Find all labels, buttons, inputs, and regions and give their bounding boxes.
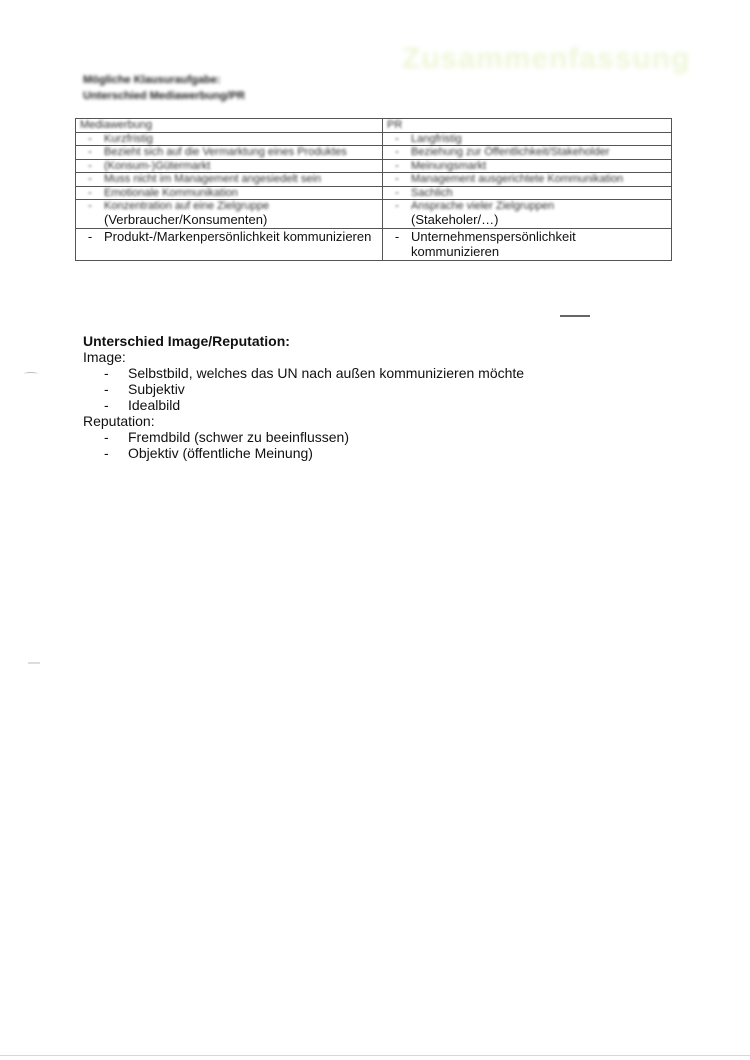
list-item: - Idealbild [104,397,181,413]
table-header-row [76,119,672,133]
exam-heading [83,72,245,104]
image-list [83,365,703,413]
margin-mark [24,372,38,376]
heading-line-1: Mögliche Klausuraufgabe: [83,74,221,86]
list-item: - Selbstbild, welches das UN nach außen kommunizieren möchte [104,365,525,381]
heading-line-2: Unterschied Mediawerbung/PR [83,90,245,102]
cell-left: Bezieht sich auf die Vermarktung eines Produktes [104,146,347,158]
comparison-table [75,118,672,261]
table-row: - Kurzfristig - Langfristig [76,132,672,146]
image-reputation-section [83,333,703,461]
header-mediawerbung: Mediawerbung [76,119,383,133]
header-pr: PR [383,119,672,133]
table-row: - Produkt-/Markenpersönlichkeit kommunizieren - Unternehmenspersönlichkeit kommunizieren [76,228,672,260]
reputation-label: Reputation: [83,413,155,429]
cell-right: Langfristig [411,132,462,145]
pen-mark [560,315,590,317]
table-row: - Muss nicht im Management angesiedelt sein - Management ausgerichtete Kommunikation [76,173,672,187]
table-row: - (Konsum-)Gütermarkt - Meinungsmarkt [76,159,672,173]
cell-right: Meinungsmarkt [411,159,487,172]
image-label: Image: [83,349,126,365]
cell-left-continuation: (Verbraucher/Konsumenten) [104,212,268,227]
scan-edge-line [0,1055,750,1056]
cell-left: Kurzfristig [104,132,153,145]
table-row: - Konzentration auf eine Zielgruppe (Verbraucher/Konsumenten) - Ansprache vieler Zielgruppen (Stakeholer/…) [76,200,672,229]
cell-right: Unternehmenspersönlichkeit kommunizieren [411,228,576,259]
cell-left: Muss nicht im Management angesiedelt sein [104,173,322,185]
list-item: - Objektiv (öffentliche Meinung) [104,445,313,461]
cell-right-continuation: (Stakeholer/…) [411,212,499,227]
table-row: - Bezieht sich auf die Vermarktung eines Produktes - Beziehung zur Öffentlichkeit/Stakeholder [76,146,672,160]
section-title: Unterschied Image/Reputation: [83,333,290,349]
margin-mark [28,662,40,664]
cell-left: (Konsum-)Gütermarkt [104,159,211,172]
reputation-list [83,429,703,461]
cell-right: Management ausgerichtete Kommunikation [411,173,624,185]
cell-right: Ansprache vieler Zielgruppen [411,200,555,212]
cell-left: Produkt-/Markenpersönlichkeit kommunizieren [104,228,372,244]
faint-stamp: Zusammenfassung [402,42,691,75]
cell-right: Sachlich [411,186,453,199]
cell-left: Konzentration auf eine Zielgruppe [104,200,270,212]
cell-left: Emotionale Kommunikation [104,186,238,199]
list-item: - Subjektiv [104,381,185,397]
cell-right: Beziehung zur Öffentlichkeit/Stakeholder [411,146,610,158]
table-row: - Emotionale Kommunikation - Sachlich [76,186,672,200]
list-item: - Fremdbild (schwer zu beeinflussen) [104,429,349,445]
